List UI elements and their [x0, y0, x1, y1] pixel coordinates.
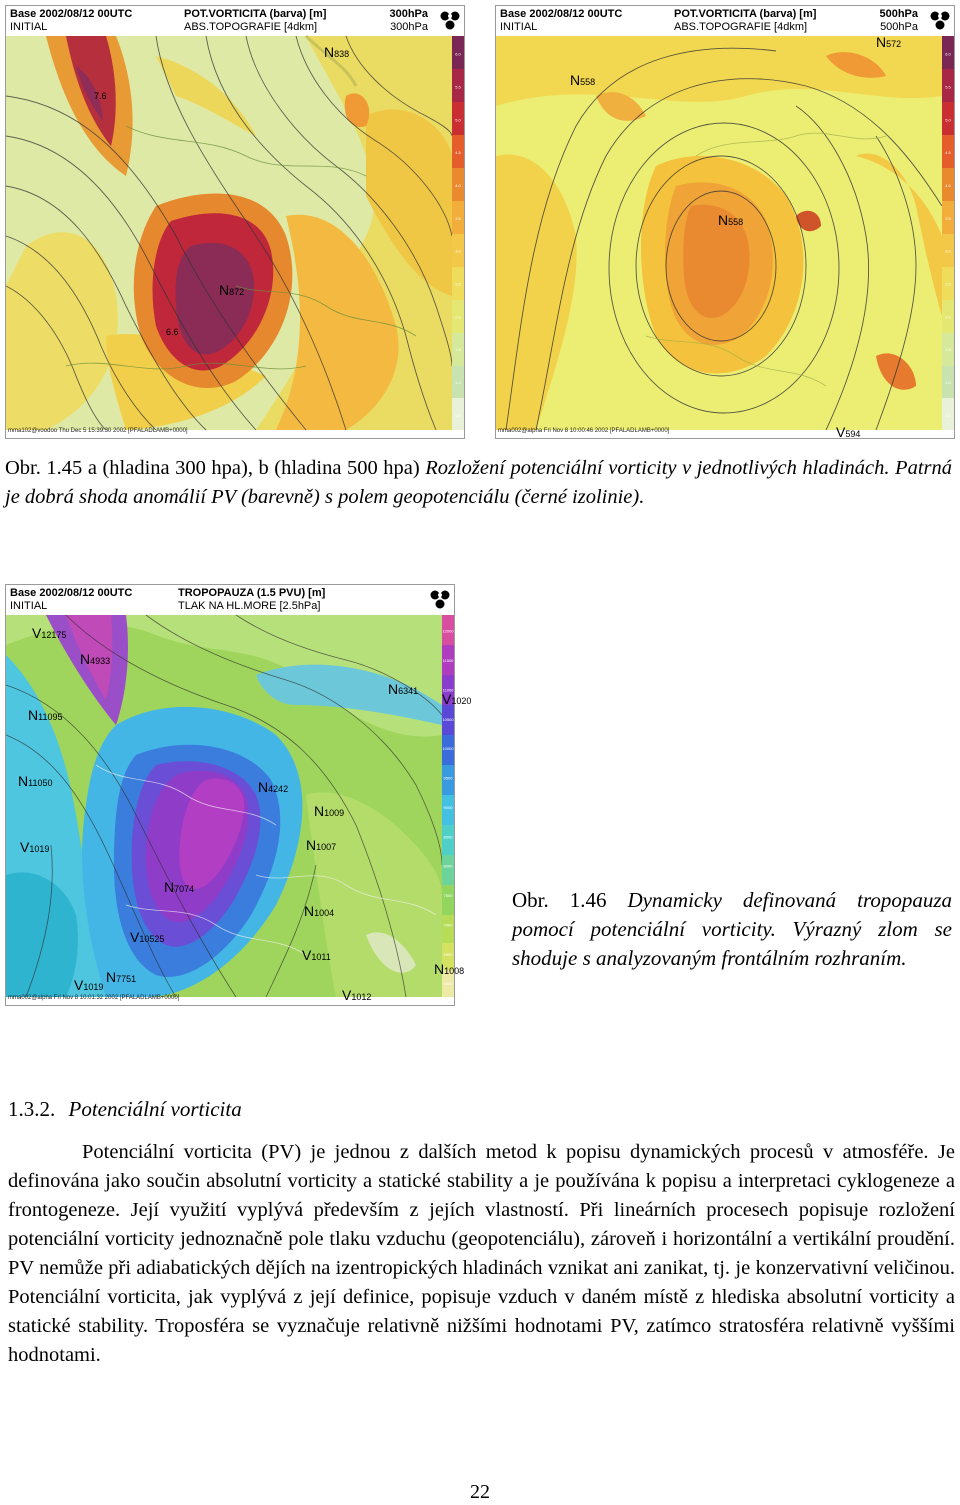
scale-tick-label: 1.5 — [455, 347, 461, 353]
scale-tick-label: 12000 — [442, 628, 454, 634]
pressure-label: N558 — [718, 212, 744, 228]
scale-tick-label: 9500 — [443, 775, 453, 781]
scale-tick-label: 10500 — [442, 716, 454, 722]
pressure-label: N1008 — [434, 961, 465, 977]
section-number: 1.3.2. — [8, 1097, 56, 1121]
map-title-line2: TLAK NA HL.MORE [2.5hPa] — [178, 600, 321, 612]
caption-label: Obr. 1.45 a (hladina 300 hpa), b (hladina 500 hpa) — [5, 457, 420, 479]
caption-text: Rozložení potenciální vorticity v jednotlivých hladinách. Patrná je dobrá shoda anomálií PV (barevně) s polem geopotenciálu (černé izolinie). — [5, 457, 952, 508]
map-header-left — [10, 587, 132, 613]
caption-text: Dynamicky definovaná tropopauza pomocí potenciální vorticity. Výrazný zlom se shoduje s analyzovaným frontálním rozhraním. — [512, 888, 953, 970]
scale-tick-label: 5.5 — [945, 84, 951, 90]
page-number: 22 — [470, 1481, 490, 1503]
map-level-line2: 300hPa — [390, 21, 428, 33]
color-scale — [942, 36, 954, 430]
pressure-label: N4242 — [258, 779, 289, 795]
pressure-label: V12175 — [32, 625, 67, 641]
chmi-logo-icon — [439, 10, 461, 32]
map-level-line1: 500hPa — [879, 8, 918, 20]
scale-tick-label: 2.5 — [455, 281, 461, 287]
scale-tick-label: 6.0 — [945, 51, 951, 57]
pressure-label: V594 — [836, 424, 861, 440]
figure-300hpa-map — [5, 5, 465, 439]
scale-tick-label: 3.5 — [945, 215, 951, 221]
figure-tropopause-map — [5, 584, 472, 1006]
map-level-line2: 500hPa — [880, 21, 918, 33]
tropopause-field — [6, 615, 442, 997]
pv-value-label: 6.6 — [166, 327, 179, 337]
pv-field-500 — [496, 36, 942, 430]
scale-tick-label: 3.5 — [455, 215, 461, 221]
figure-caption-1-46 — [512, 886, 952, 973]
body-text — [8, 1138, 955, 1370]
scale-tick-label: 0.5 — [945, 412, 951, 418]
pressure-label: V1019 — [20, 839, 50, 855]
pressure-label: N6341 — [388, 681, 419, 697]
map-footer: mma002@alpha Fri Nov 8 10:01:32 2002 [PFALADLAMB+0000] — [8, 995, 180, 1001]
scale-tick-label: 6500 — [443, 951, 453, 957]
scale-tick-label: 4.5 — [945, 150, 951, 156]
map-level — [879, 8, 918, 34]
map-title-line2: ABS.TOPOGRAFIE [4dkm] — [674, 21, 808, 33]
pressure-label: N1004 — [304, 903, 335, 919]
scale-tick-label: 3.0 — [945, 248, 951, 254]
map-title-line2: ABS.TOPOGRAFIE [4dkm] — [184, 21, 318, 33]
map-header — [6, 585, 454, 615]
pressure-label: N1007 — [306, 837, 337, 853]
pressure-label: N572 — [876, 34, 902, 50]
scale-tick-label: 7000 — [443, 922, 453, 928]
map-title — [184, 8, 326, 34]
scale-tick-label: 2.0 — [945, 314, 951, 320]
pressure-label: N1009 — [314, 803, 345, 819]
pressure-label: V10525 — [130, 929, 165, 945]
map-title — [674, 8, 816, 34]
pressure-label: N11050 — [18, 773, 53, 789]
initial-label: INITIAL — [10, 21, 48, 33]
scale-tick-label: 1.0 — [945, 380, 951, 386]
scale-tick-label: 6000 — [443, 981, 453, 987]
pv-value-label: 7.6 — [94, 91, 107, 101]
scale-tick-label: 11500 — [442, 658, 454, 664]
scale-tick-label: 8000 — [443, 863, 453, 869]
body-paragraph: Potenciální vorticita (PV) je jednou z dalších metod k popisu dynamických procesů v atmosféře. Je definována jako součin absolutní vorticity a statické stability a je používána k popisu a interpretaci cyklogeneze a frontogeneze. Její využití vyplývá především z jejích vlastností. Při lineárních procesech popisuje rozložení potenciální vorticity jednoznačně pole tlaku vzduchu (geopotenciálu), zároveň i horizontální a vertikální proudění. PV nemůže při adiabatických dějích na izentropických hladinách vznikat ani zanikat, tj. je konzervativní veličinou. Potenciální vorticita, jak vyplývá z její definice, popisuje vzduch v daném místě z hlediska absolutní vorticity a statické stability. Troposféra se vyznačuje relativně nižšími hodnotami PV, zatímco stratosféra relativně vyššími hodnotami. — [8, 1141, 955, 1366]
pressure-label: N838 — [324, 44, 350, 60]
scale-tick-label: 7500 — [443, 893, 453, 899]
pressure-label: V1012 — [342, 987, 372, 1003]
scale-tick-label: 1.5 — [945, 347, 951, 353]
scale-tick-label: 11000 — [442, 687, 454, 693]
pressure-label: N4933 — [80, 651, 111, 667]
figure-caption-1-45 — [5, 454, 952, 512]
scale-tick-label: 0.5 — [455, 412, 461, 418]
figure-500hpa-map — [495, 5, 955, 439]
map-footer: mma002@alpha Fri Nov 8 10:00:46 2002 [PFALADLAMB+0000] — [498, 428, 670, 434]
pv-field-300 — [6, 36, 452, 430]
pressure-label: V1011 — [302, 947, 331, 963]
pressure-label: N558 — [570, 72, 596, 88]
scale-tick-label: 2.5 — [945, 281, 951, 287]
pressure-label: V1019 — [74, 977, 104, 993]
scale-tick-label: 5.0 — [455, 117, 461, 123]
section-heading — [8, 1095, 242, 1124]
scale-tick-label: 3.0 — [455, 248, 461, 254]
map-title-line1: TROPOPAUZA (1.5 PVU) [m] — [178, 587, 326, 599]
map-level-line1: 300hPa — [389, 8, 428, 20]
color-scale — [452, 36, 464, 430]
scale-tick-label: 5.5 — [455, 84, 461, 90]
pressure-label: N7074 — [164, 879, 195, 895]
scale-tick-label: 1.0 — [455, 380, 461, 386]
pressure-label: N7751 — [106, 969, 137, 985]
map-level — [389, 8, 428, 34]
map-footer: mma102@voodoo Thu Dec 5 15:39:30 2002 [PFALADLAMB+0000] — [8, 428, 188, 434]
pressure-label: N872 — [219, 282, 245, 298]
color-scale — [442, 615, 454, 997]
initial-label: INITIAL — [10, 600, 48, 612]
scale-tick-label: 5.0 — [945, 117, 951, 123]
scale-tick-label: 8500 — [443, 834, 453, 840]
map-header — [496, 6, 954, 36]
pressure-label: V1020 — [442, 691, 472, 707]
map-title-line1: POT.VORTICITA (barva) [m] — [184, 8, 327, 20]
scale-tick-label: 10000 — [442, 746, 454, 752]
chmi-logo-icon — [929, 10, 951, 32]
map-title-line1: POT.VORTICITA (barva) [m] — [674, 8, 817, 20]
scale-tick-label: 9000 — [443, 804, 453, 810]
caption-label: Obr. 1.46 — [512, 888, 607, 912]
map-header-left — [500, 8, 622, 34]
scale-tick-label: 4.0 — [455, 183, 461, 189]
scale-tick-label: 6.0 — [455, 51, 461, 57]
map-header — [6, 6, 464, 36]
initial-label: INITIAL — [500, 21, 538, 33]
pressure-label: N11095 — [28, 707, 63, 723]
scale-tick-label: 2.0 — [455, 314, 461, 320]
base-time: Base 2002/08/12 00UTC — [10, 587, 133, 599]
base-time: Base 2002/08/12 00UTC — [500, 8, 623, 20]
map-header-left — [10, 8, 132, 34]
base-time: Base 2002/08/12 00UTC — [10, 8, 133, 20]
section-title: Potenciální vorticita — [68, 1097, 242, 1121]
scale-tick-label: 4.0 — [945, 183, 951, 189]
map-title — [178, 587, 325, 613]
scale-tick-label: 4.5 — [455, 150, 461, 156]
chmi-logo-icon — [429, 589, 451, 611]
